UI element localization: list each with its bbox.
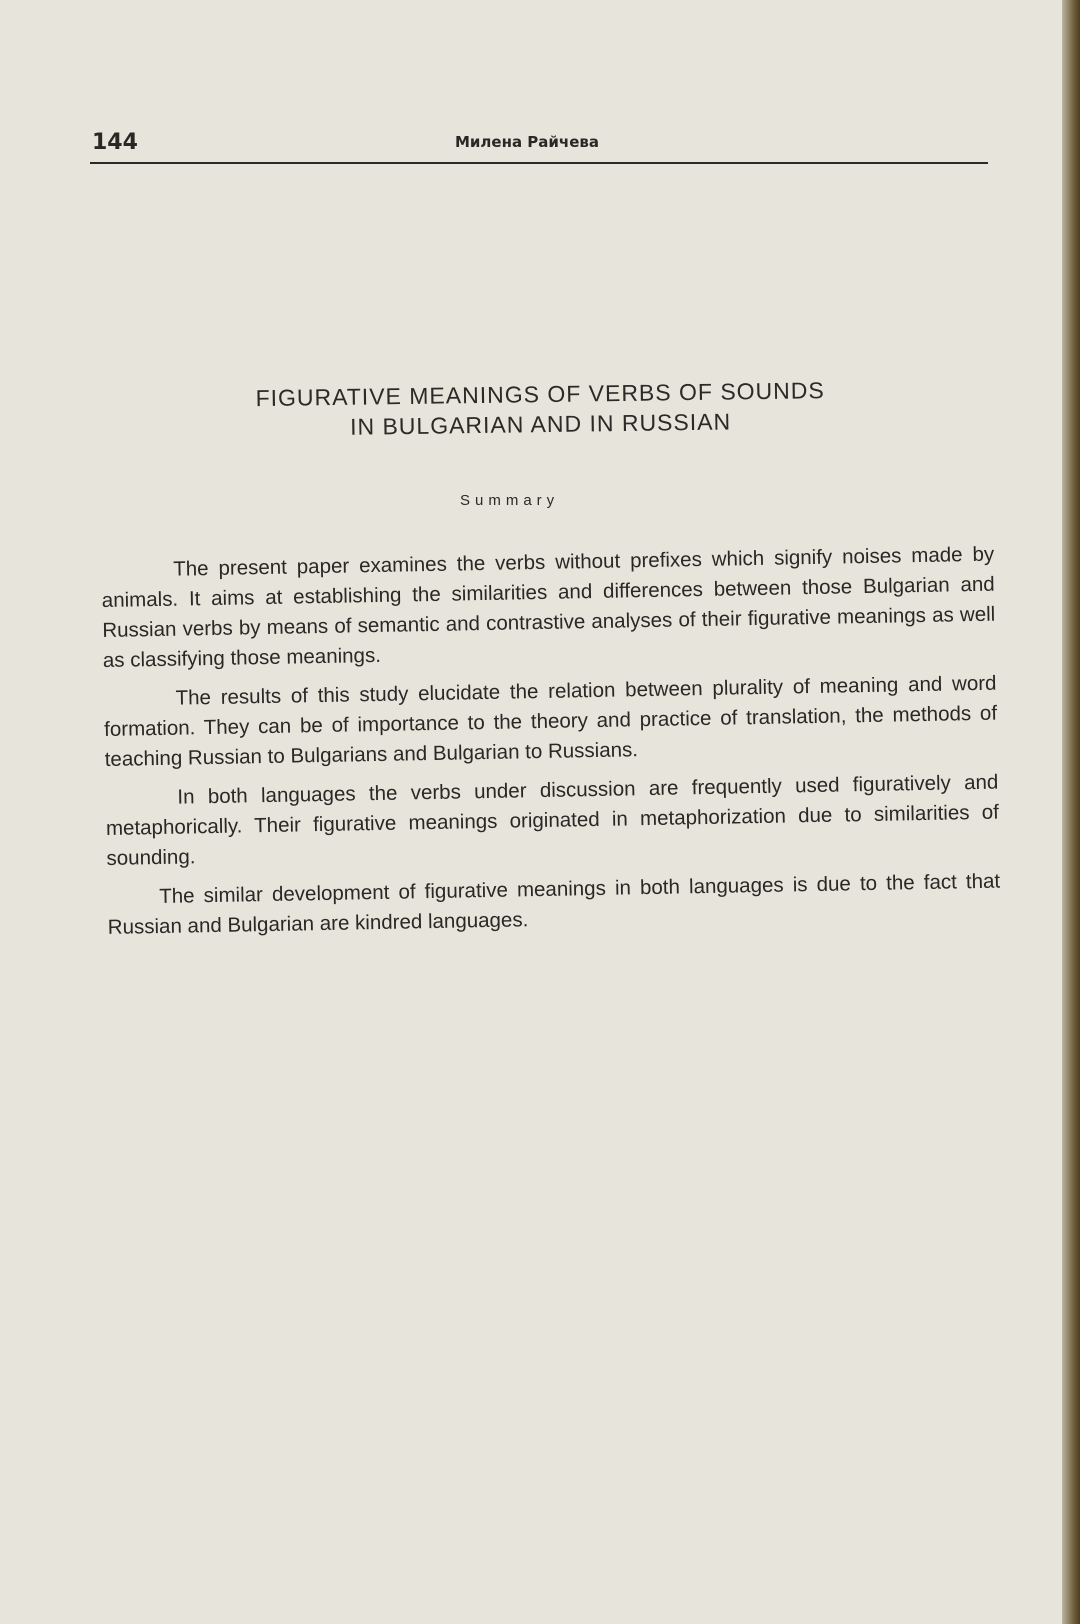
article-title [190,374,891,444]
title-line-2: IN BULGARIAN AND IN RUSSIAN [349,408,732,440]
page-number: 144 [92,130,138,155]
paragraph: In both languages the verbs under discussion are frequently used figuratively and metaphorically. Their figurative meanings originated in metaphorization due to similarities of sounding. [105,770,1000,870]
paragraph: The results of this study elucidate the relation between plurality of meaning and word formation. They can be of importance to the theory and practice of translation, the methods of teaching Russian to Bulgarians and Bulgarian to Russians. [103,671,998,771]
book-spine-edge [1062,0,1080,1624]
running-head-author: Милена Райчева [455,133,600,151]
title-line-1: FIGURATIVE MEANINGS OF VERBS OF SOUNDS [255,377,825,412]
section-label: Summary [460,492,560,509]
page-header [90,130,988,164]
paragraph: The similar development of figurative meanings in both languages is due to the fact that Russian and Bulgarian are kindred languages. [107,869,1001,939]
paragraph: The present paper examines the verbs without prefixes which signify noises made by animals. It aims at establishing the similarities and differences between those Bulgarian and Russian verbs by means of semantic and contrastive analyses of their figurative meanings as well as classifying those meanings. [101,542,996,672]
summary-body [101,540,1001,952]
